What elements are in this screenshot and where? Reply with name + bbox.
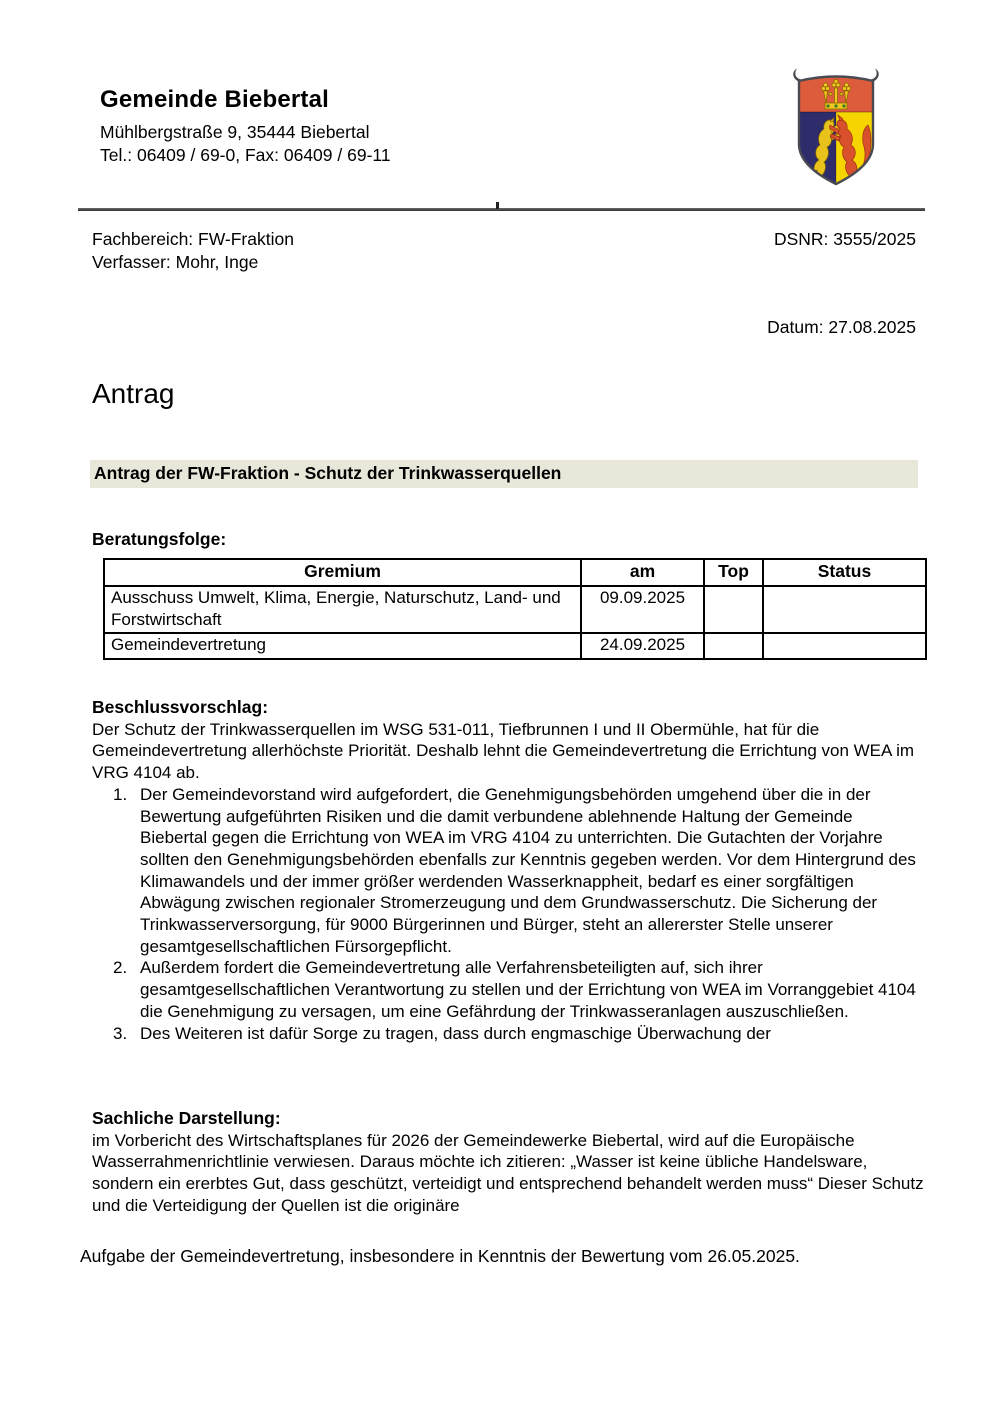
cell-gremium: Ausschuss Umwelt, Klima, Energie, Naturschutz, Land- und Forstwirtschaft bbox=[104, 586, 581, 634]
beschlussvorschlag-heading: Beschlussvorschlag: bbox=[92, 697, 269, 717]
meta-block bbox=[92, 228, 916, 274]
cell-am: 09.09.2025 bbox=[581, 586, 704, 634]
biebertal-coat-of-arms-icon bbox=[786, 64, 886, 192]
beschlussvorschlag-list bbox=[92, 784, 922, 1044]
cell-top bbox=[704, 633, 763, 659]
doc-type-heading: Antrag bbox=[92, 378, 175, 409]
meta-date: Datum: 27.08.2025 bbox=[767, 317, 916, 337]
list-item: Des Weiteren ist dafür Sorge zu tragen, dass durch engmaschige Überwachung der bbox=[140, 1023, 771, 1043]
cell-status bbox=[763, 633, 926, 659]
sachliche-darstellung-heading: Sachliche Darstellung: bbox=[92, 1108, 281, 1128]
column-header-gremium: Gremium bbox=[104, 559, 581, 586]
beratungsfolge-heading: Beratungsfolge: bbox=[92, 529, 227, 549]
subject-title-bar: Antrag der FW-Fraktion - Schutz der Trinkwasserquellen bbox=[90, 460, 918, 488]
closing-line: Aufgabe der Gemeindevertretung, insbesondere in Kenntnis der Bewertung vom 26.05.2025. bbox=[80, 1246, 800, 1266]
list-item: Der Gemeindevorstand wird aufgefordert, die Genehmigungsbehörden umgehend über die in der Bewertung aufgeführten Risiken und die damit verbundene ablehnende Haltung der Gemeinde Biebertal gegen die Errichtung von WEA im VRG 4104 zu unterrichten. Die Gutachten der Vorjahre sollten den Genehmigungsbehörden ebenfalls zur Kenntnis gegeben werden. Vor dem Hintergrund des Klimawandels und der immer größer werdenden Wasserknappheit, bedarf es einer sorgfältigen Abwägung zwischen regionaler Stromerzeugung und dem Grundwasserschutz. Die Sicherung der Trinkwasserversorgung, für 9000 Bürgerinnen und Bürger, steht an allererster Stelle unserer gesamtgesellschaftlichen Fürsorgepflicht. bbox=[140, 784, 916, 956]
meta-dsnr: DSNR: 3555/2025 bbox=[773, 229, 916, 249]
header-divider-line bbox=[78, 208, 925, 211]
meta-department: Fachbereich: FW-Fraktion bbox=[92, 229, 294, 249]
cell-gremium: Gemeindevertretung bbox=[104, 633, 581, 659]
org-name: Gemeinde Biebertal bbox=[100, 86, 330, 113]
list-item: Außerdem fordert die Gemeindevertretung alle Verfahrensbeteiligten auf, sich ihrer gesamtgesellschaftlichen Verantwortung zu stellen und der Errichtung von WEA im Vorranggebiet 4104 die Genehmigung zu versagen, um eine Gefährdung der Trinkwasseranlagen auszuschließen. bbox=[140, 958, 916, 1021]
column-header-top: Top bbox=[704, 559, 763, 586]
cell-status bbox=[763, 586, 926, 634]
divider-center-tick bbox=[496, 202, 499, 209]
table-header-row bbox=[104, 559, 926, 586]
table-row bbox=[104, 633, 926, 659]
table-row bbox=[104, 586, 926, 634]
sachliche-darstellung-section bbox=[92, 1108, 925, 1227]
letterhead bbox=[100, 86, 391, 167]
sachliche-darstellung-paragraph: im Vorbericht des Wirtschaftsplanes für 2026 der Gemeindewerke Biebertal, wird auf die Europäische Wasserrahmenrichtlinie verwiesen. Daraus möchte ich zitieren: „Wasser ist keine übliche Handelsware, sondern ein ererbtes Gut, dass geschützt, verteidigt und entsprechend behandelt werden muss“ Dieser Schutz und die Verteidigung der Quellen ist die originäre bbox=[92, 1130, 924, 1215]
beratungsfolge-table bbox=[103, 558, 927, 660]
column-header-am: am bbox=[581, 559, 704, 586]
beschlussvorschlag-section bbox=[92, 697, 922, 1095]
cell-top bbox=[704, 586, 763, 634]
org-address: Mühlbergstraße 9, 35444 Biebertal bbox=[100, 122, 370, 142]
beschlussvorschlag-intro: Der Schutz der Trinkwasserquellen im WSG 531-011, Tiefbrunnen I und II Obermühle, hat für die Gemeindevertretung allerhöchste Priorität. Deshalb lehnt die Gemeindevertretung die Errichtung von WEA im VRG 4104 ab. bbox=[92, 719, 915, 783]
meta-author: Verfasser: Mohr, Inge bbox=[92, 252, 259, 272]
column-header-status: Status bbox=[763, 559, 926, 586]
org-phone: Tel.: 06409 / 69-0, Fax: 06409 / 69-11 bbox=[100, 145, 391, 165]
cell-am: 24.09.2025 bbox=[581, 633, 704, 659]
